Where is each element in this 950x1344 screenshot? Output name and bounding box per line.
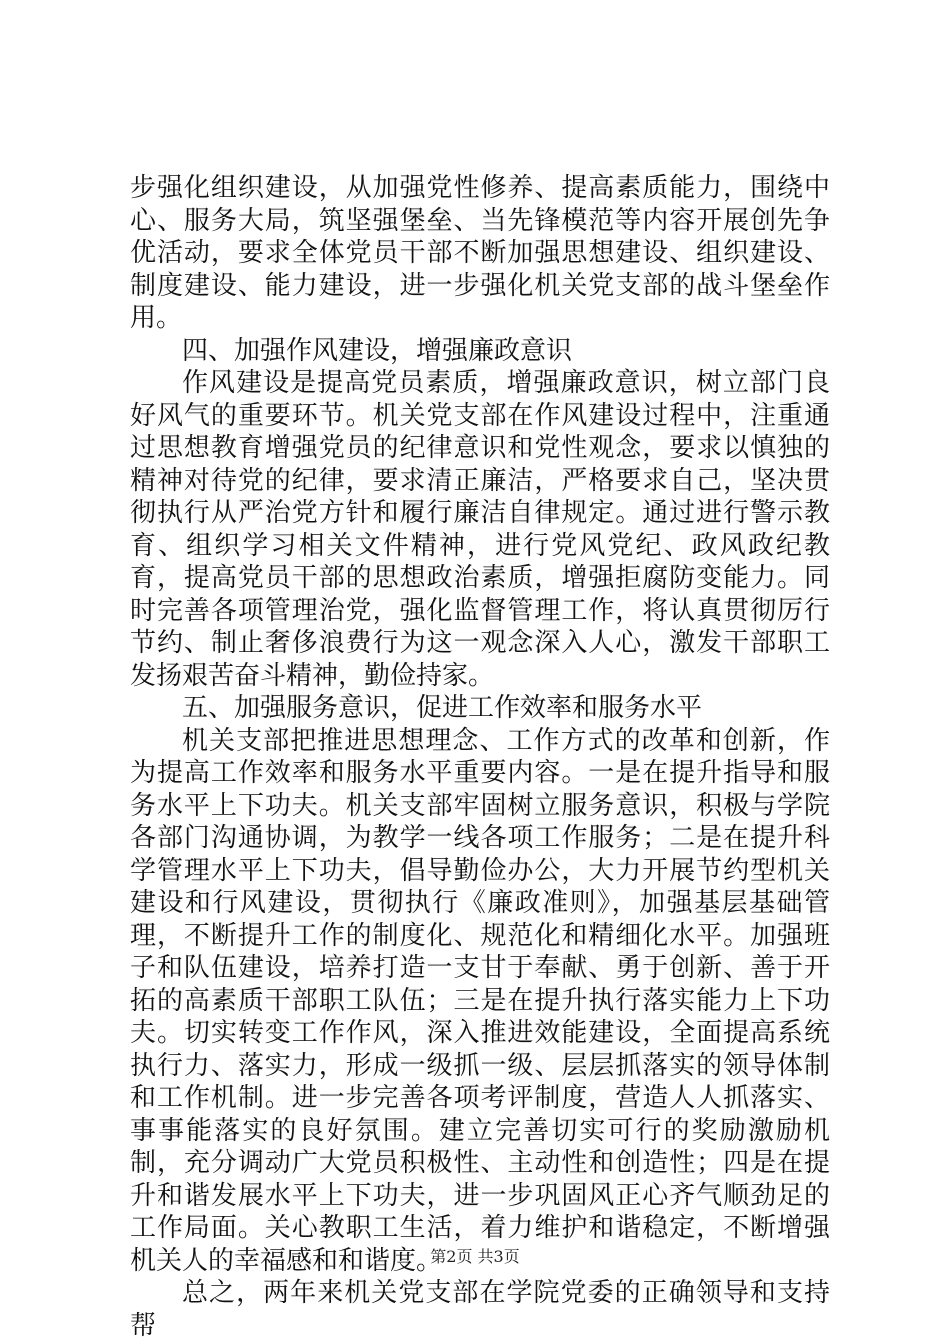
paragraph: 作风建设是提高党员素质，增强廉政意识，树立部门良好风气的重要环节。机关党支部在作风建设过程中，注重通过思想教育增强党员的纪律意识和党性观念，要求以慎独的精神对待党的纪律，要求清正廉洁，严格要求自己，坚决贯彻执行从严治党方针和履行廉洁自律规定。通过进行警示教育、组织学习相关文件精神，进行党风党纪、政风政纪教育，提高党员干部的思想政治素质，增强拒腐防变能力。同时完善各项管理治党，强化监督管理工作，将认真贯彻厉行节约、制止奢侈浪费行为这一观念深入人心，激发干部职工发扬艰苦奋斗精神，勤俭持家。 (130, 368, 830, 691)
paragraph: 步强化组织建设，从加强党性修养、提高素质能力，围绕中心、服务大局，筑坚强堡垒、当先锋模范等内容开展创先争优活动，要求全体党员干部不断加强思想建设、组织建设、制度建设、能力建设，进一步强化机关党支部的战斗堡垒作用。 (130, 173, 830, 333)
paragraph: 总之，两年来机关党支部在学院党委的正确领导和支持帮 (130, 1278, 830, 1341)
paragraph: 机关支部把推进思想理念、工作方式的改革和创新，作为提高工作效率和服务水平重要内容。一是在提升指导和服务水平上下功夫。机关支部牢固树立服务意识，积极与学院各部门沟通协调，为教学一线各项工作服务；二是在提升科学管理水平上下功夫，倡导勤俭办公，大力开展节约型机关建设和行风建设，贯彻执行《廉政准则》，加强基层基础管理，不断提升工作的制度化、规范化和精细化水平。加强班子和队伍建设，培养打造一支甘于奉献、勇于创新、善于开拓的高素质干部职工队伍；三是在提升执行落实能力上下功夫。切实转变工作作风，深入推进效能建设，全面提高系统执行力、落实力，形成一级抓一级、层层抓落实的领导体制和工作机制。进一步完善各项考评制度，营造人人抓落实、事事能落实的良好氛围。建立完善切实可行的奖励激励机制，充分调动广大党员积极性、主动性和创造性；四是在提升和谐发展水平上下功夫，进一步巩固风正心齐气顺劲足的工作局面。关心教职工生活，着力维护和谐稳定，不断增强机关人的幸福感和和谐度。 (130, 725, 830, 1276)
section-heading: 四、加强作风建设，增强廉政意识 (182, 335, 573, 366)
section-heading: 五、加强服务意识，促进工作效率和服务水平 (182, 693, 703, 723)
document-body (130, 172, 830, 1342)
page-number: 第2页 共3页 (430, 1247, 520, 1266)
